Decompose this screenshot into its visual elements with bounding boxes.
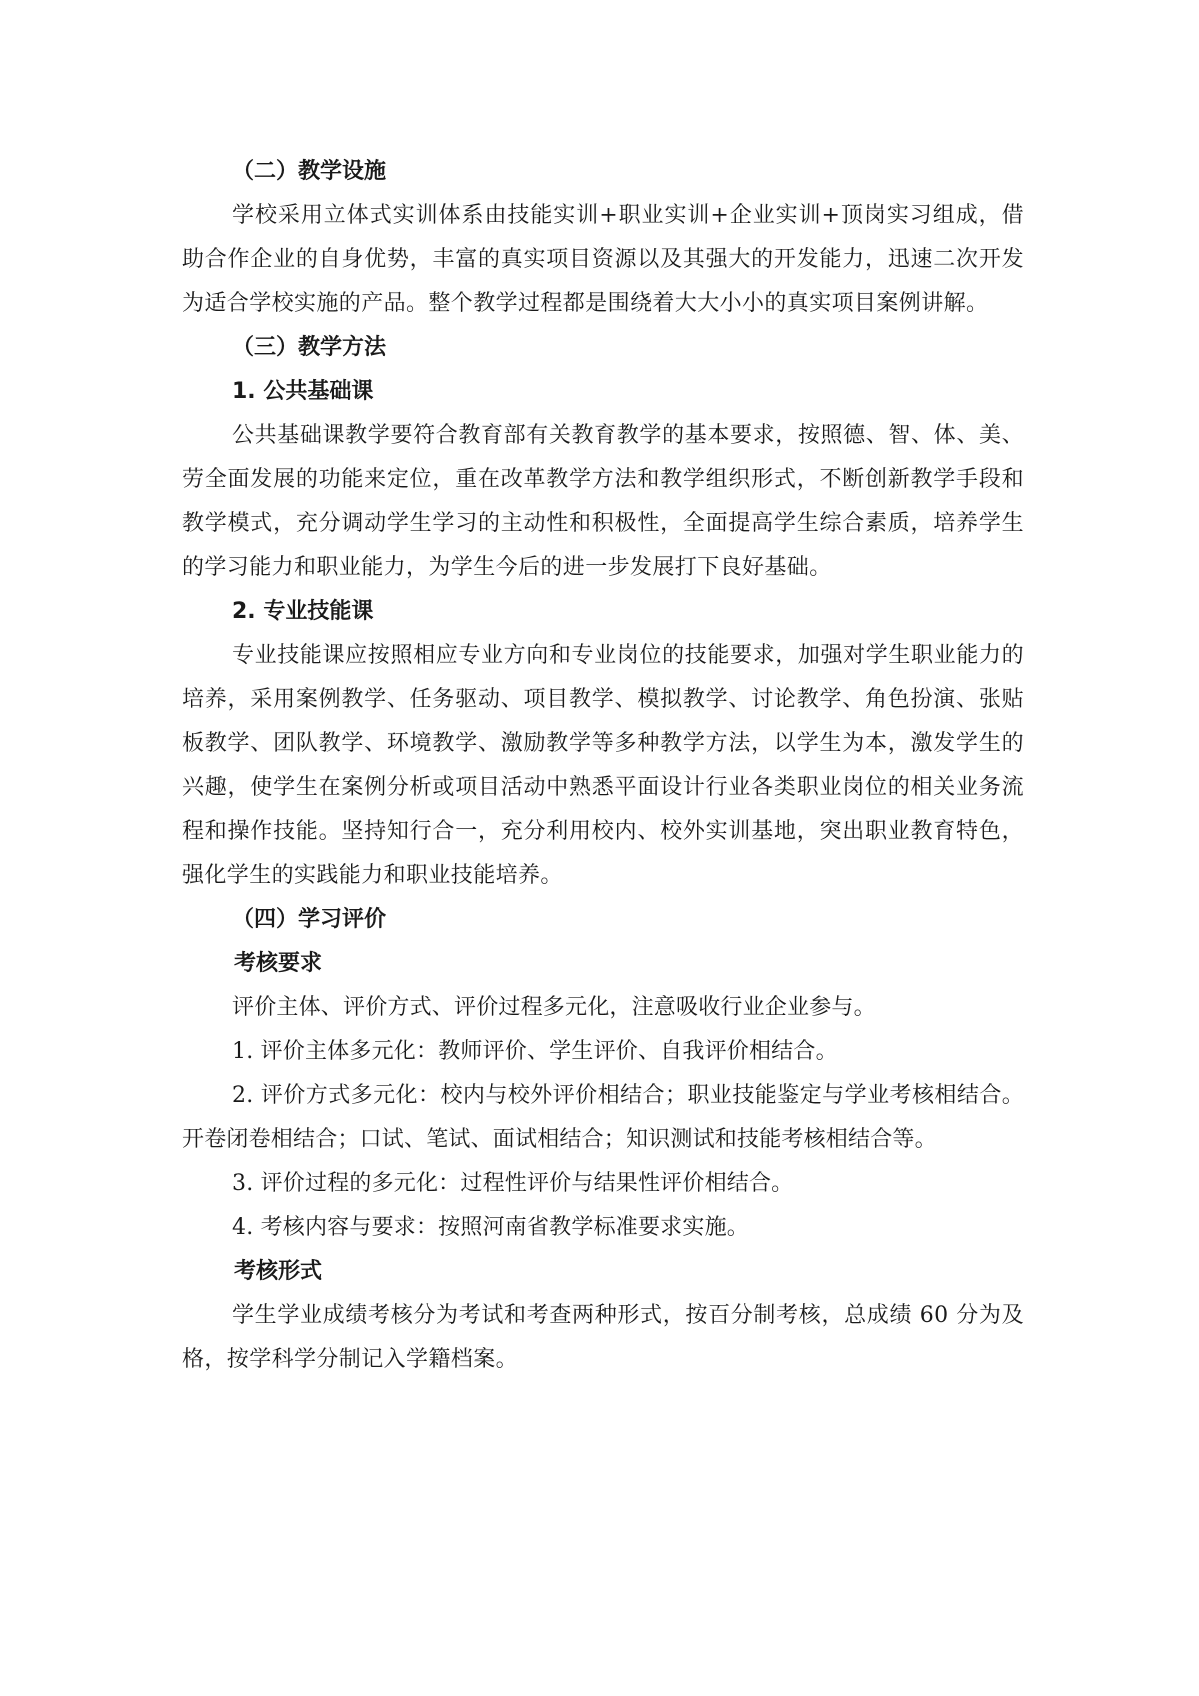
list-item-requirement: 3. 评价过程的多元化：过程性评价与结果性评价相结合。 <box>232 1171 794 1196</box>
paragraph-public-course: 公共基础课教学要符合教育部有关教育教学的基本要求，按照德、智、体、美、劳全面发展的功能来定位，重在改革教学方法和教学组织形式，不断创新教学手段和教学模式，充分调动学生学习的主动性和积极性，全面提高学生综合素质，培养学生的学习能力和职业能力，为学生今后的进一步发展打下良好基础。 <box>182 423 1024 580</box>
section-heading-facilities: （二）教学设施 <box>232 159 387 184</box>
section-heading-methods: （三）教学方法 <box>232 335 387 360</box>
subheading-skill-course: 2. 专业技能课 <box>232 599 374 624</box>
paragraph-form: 学生学业成绩考核分为考试和考查两种形式，按百分制考核，总成绩 60 分为及格，按学科学分制记入学籍档案。 <box>182 1303 1024 1372</box>
paragraph-skill-course: 专业技能课应按照相应专业方向和专业岗位的技能要求，加强对学生职业能力的培养，采用案例教学、任务驱动、项目教学、模拟教学、讨论教学、角色扮演、张贴板教学、团队教学、环境教学、激励教学等多种教学方法，以学生为本，激发学生的兴趣，使学生在案例分析或项目活动中熟悉平面设计行业各类职业岗位的相关业务流程和操作技能。坚持知行合一，充分利用校内、校外实训基地，突出职业教育特色，强化学生的实践能力和职业技能培养。 <box>182 643 1024 888</box>
paragraph-facilities: 学校采用立体式实训体系由技能实训+职业实训+企业实训+顶岗实习组成，借助合作企业的自身优势，丰富的真实项目资源以及其强大的开发能力，迅速二次开发为适合学校实施的产品。整个教学过程都是围绕着大大小小的真实项目案例讲解。 <box>182 203 1024 316</box>
list-item-requirement: 1. 评价主体多元化：教师评价、学生评价、自我评价相结合。 <box>232 1039 838 1064</box>
subheading-requirements: 考核要求 <box>234 951 323 976</box>
document-content <box>182 150 1024 1382</box>
subheading-form: 考核形式 <box>234 1259 323 1284</box>
list-item-requirement: 2. 评价方式多元化：校内与校外评价相结合；职业技能鉴定与学业考核相结合。开卷闭卷相结合；口试、笔试、面试相结合；知识测试和技能考核相结合等。 <box>182 1083 1024 1152</box>
paragraph-requirements-intro: 评价主体、评价方式、评价过程多元化，注意吸收行业企业参与。 <box>232 995 876 1020</box>
section-heading-evaluation: （四）学习评价 <box>232 907 387 932</box>
list-item-requirement: 4. 考核内容与要求：按照河南省教学标准要求实施。 <box>232 1215 749 1240</box>
subheading-public-course: 1. 公共基础课 <box>232 379 374 404</box>
